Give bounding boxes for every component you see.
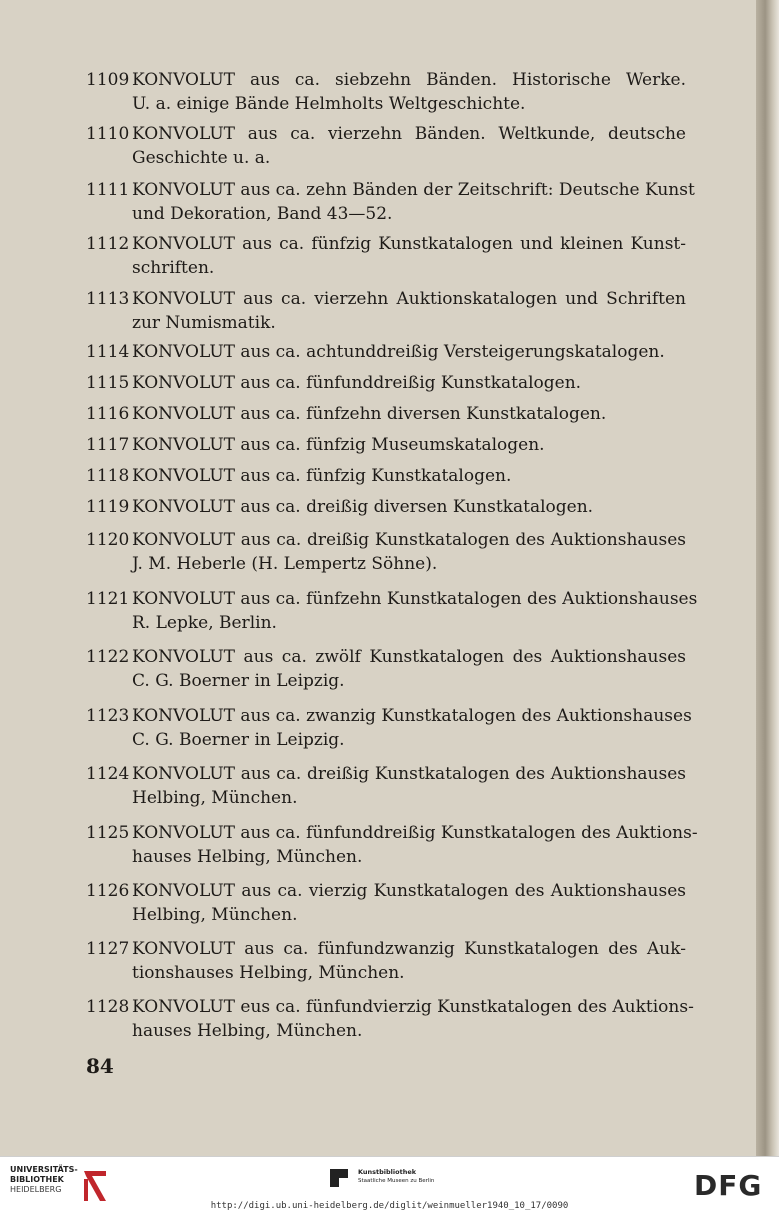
entry-number: 1117 <box>86 435 130 455</box>
entry-line2: C. G. Boerner in Leipzig. <box>132 671 345 691</box>
entry-number: 1122 <box>86 647 130 667</box>
entry-number: 1128 <box>86 997 130 1017</box>
entry-number: 1118 <box>86 466 130 486</box>
entry-number: 1113 <box>86 289 130 309</box>
entry-number: 1123 <box>86 706 130 726</box>
dfg-logo[interactable]: DFG <box>694 1169 763 1202</box>
entry-line1: KONVOLUT aus ca. vierzehn Auktionskatalogen und Schriften <box>132 289 686 309</box>
entry-line1: KONVOLUT aus ca. dreißig Kunstkatalogen des Auktionshauses <box>132 764 686 784</box>
entry-number: 1112 <box>86 234 130 254</box>
entry-line2: und Dekoration, Band 43—52. <box>132 204 393 224</box>
entry-line1: KONVOLUT aus ca. fünfunddreißig Kunstkatalogen. <box>132 373 582 393</box>
entry-number: 1126 <box>86 881 130 901</box>
entry-line1: KONVOLUT aus ca. fünfzehn Kunstkatalogen des Auktionshauses <box>132 589 698 609</box>
kunstbibliothek-title: Kunstbibliothek <box>358 1168 417 1176</box>
entry-line1: KONVOLUT aus ca. fünfundzwanzig Kunstkatalogen des Auk- <box>132 939 686 959</box>
entry-number: 1115 <box>86 373 130 393</box>
entry-line2: hauses Helbing, München. <box>132 847 363 867</box>
entry-line1: KONVOLUT aus ca. fünfzehn diversen Kunstkatalogen. <box>132 404 607 424</box>
entry-line1: KONVOLUT aus ca. dreißig diversen Kunstkatalogen. <box>132 497 594 517</box>
university-emblem-icon <box>80 1167 110 1205</box>
entry-number: 1125 <box>86 823 130 843</box>
entry-line1: KONVOLUT aus ca. zehn Bänden der Zeitschrift: Deutsche Kunst <box>132 180 695 200</box>
kunstbibliothek-logo[interactable] <box>330 1167 470 1191</box>
uni-logo-line1: UNIVERSITÄTS- <box>10 1165 78 1174</box>
entry-line1: KONVOLUT aus ca. siebzehn Bänden. Historische Werke. <box>132 70 686 90</box>
entry-line1: KONVOLUT aus ca. vierzehn Bänden. Weltkunde, deutsche <box>132 124 686 144</box>
entry-line1: KONVOLUT aus ca. fünfzig Kunstkatalogen und kleinen Kunst- <box>132 234 686 254</box>
entry-line2: J. M. Heberle (H. Lempertz Söhne). <box>132 554 438 574</box>
entry-number: 1120 <box>86 530 130 550</box>
entry-line2: U. a. einige Bände Helmholts Weltgeschichte. <box>132 94 526 114</box>
entry-line1: KONVOLUT aus ca. achtunddreißig Versteigerungskatalogen. <box>132 342 665 362</box>
entry-line2: Helbing, München. <box>132 788 298 808</box>
kunstbibliothek-square-icon <box>330 1169 348 1187</box>
entry-number: 1109 <box>86 70 130 90</box>
uni-logo-line3: HEIDELBERG <box>10 1185 62 1194</box>
entry-number: 1124 <box>86 764 130 784</box>
entry-line2: hauses Helbing, München. <box>132 1021 363 1041</box>
kunstbibliothek-subtitle: Staatliche Museen zu Berlin <box>358 1178 435 1184</box>
permalink-url[interactable]: http://digi.ub.uni-heidelberg.de/diglit/weinmueller1940_10_17/0090 <box>210 1201 569 1211</box>
entry-line2: Geschichte u. a. <box>132 148 271 168</box>
university-library-wordmark <box>10 1165 86 1195</box>
footer-bar <box>0 1156 779 1215</box>
entry-line2: R. Lepke, Berlin. <box>132 613 277 633</box>
entry-line1: KONVOLUT aus ca. fünfunddreißig Kunstkatalogen des Auktions- <box>132 823 698 843</box>
entry-line1: KONVOLUT aus ca. zwölf Kunstkatalogen des Auktionshauses <box>132 647 686 667</box>
entry-line2: zur Numismatik. <box>132 313 276 333</box>
page-number: 84 <box>86 1054 114 1078</box>
entry-line2: Helbing, München. <box>132 905 298 925</box>
entry-line2: schriften. <box>132 258 215 278</box>
entry-line1: KONVOLUT aus ca. fünfzig Kunstkatalogen. <box>132 466 512 486</box>
kunstbibliothek-wordmark <box>358 1167 434 1186</box>
entry-number: 1119 <box>86 497 130 517</box>
entry-line1: KONVOLUT aus ca. dreißig Kunstkatalogen des Auktionshauses <box>132 530 686 550</box>
page-edge-shadow <box>756 0 779 1156</box>
entry-line1: KONVOLUT eus ca. fünfundvierzig Kunstkatalogen des Auktions- <box>132 997 694 1017</box>
entry-number: 1111 <box>86 180 130 200</box>
entry-line2: C. G. Boerner in Leipzig. <box>132 730 345 750</box>
entry-number: 1121 <box>86 589 130 609</box>
entry-number: 1127 <box>86 939 130 959</box>
entry-number: 1110 <box>86 124 130 144</box>
entry-number: 1116 <box>86 404 130 424</box>
entry-line1: KONVOLUT aus ca. zwanzig Kunstkatalogen des Auktionshauses <box>132 706 692 726</box>
uni-logo-line2: BIBLIOTHEK <box>10 1175 64 1184</box>
entry-line1: KONVOLUT aus ca. vierzig Kunstkatalogen des Auktionshauses <box>132 881 686 901</box>
entry-number: 1114 <box>86 342 130 362</box>
entry-line2: tionshauses Helbing, München. <box>132 963 405 983</box>
entry-line1: KONVOLUT aus ca. fünfzig Museumskatalogen. <box>132 435 545 455</box>
